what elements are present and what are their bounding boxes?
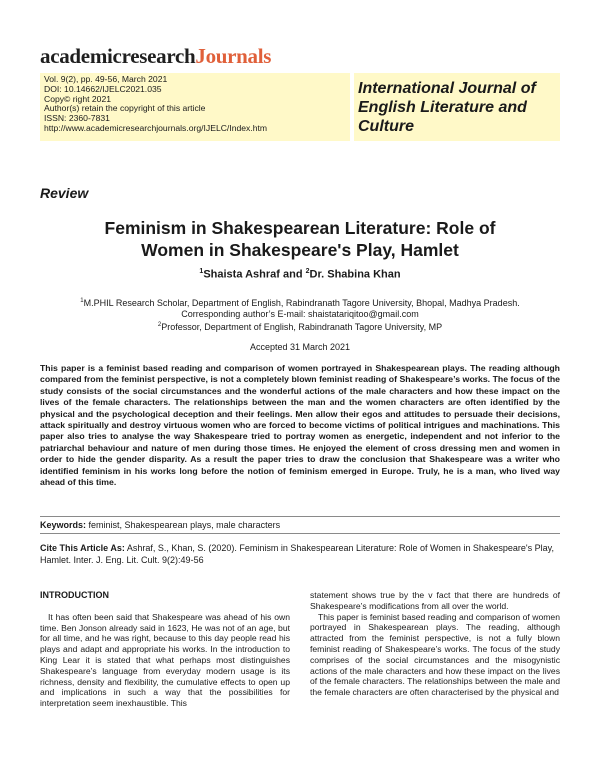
abstract: This paper is a feminist based reading and comparison of women portrayed in Shakespearean plays. The reading although compared from the feminist perspective, is not a completely blown feminist reading of Shakespeare’s works. The focus of the study consists of the social circumstances and the wonderful actions of the male characters and how these impact on the lives of the female characters. The relationships between the man and the women characters are often identified by the physical and the psychological deception and their feelings. Men allow their egos and attitudes to persuade their decisions, attack spiritually and destroy virtuous women who are forced to become victims of political intrigues and machinations. This paper also tries to analyse the way Shakespeare tried to portray women as energetic, independent and not inferior to the patriarchal behaviour and nature of men during those times. He enjoyed the element of cross dressing men and women in order to hide the gender disparity. As a result the paper tries to draw the conclusion that Shakespeare was a writer who identified feminism in his works long before the notion of feminism emerged in Europe. Truly, he is a man, who lived way ahead of this time. bbox=[40, 363, 560, 488]
corresponding-email: Corresponding author’s E-mail: shaistatariqitoo@gmail.com bbox=[181, 309, 419, 319]
title-line-1: Feminism in Shakespearean Literature: Role of bbox=[104, 218, 496, 238]
body-paragraph: This paper is feminist based reading and comparison of women portrayed in Shakespearean plays. The reading, although attracted from the feminist perspective, is not a fully blown feminist reading of Shakespeare’s works. The focus of the study comprises of the social circumstances and the misogynistic actions of the male characters and how these impact on the lives of the female characters. The relationships between the male and the female characters are often characterised by the physical and bbox=[310, 611, 560, 698]
journal-name-box bbox=[354, 73, 560, 141]
body-paragraph: It has often been said that Shakespeare was ahead of his own time. Ben Jonson already said in 1623, He was not of an age, but for all time, and he was right, because to this day people read his plays and adapt and appropriate his works. In the introduction to King Lear it is stated that what perhaps most distinguishes Shakespeare’s language from everyday modern usage is its richness, density and flexibility, the cumulative effects to open up and implications in such a way that the possibilities for interpretation seem inexhaustible. This bbox=[40, 611, 290, 709]
meta-volume: Vol. 9(2), pp. 49-56, March 2021 bbox=[44, 74, 168, 84]
affiliation-2 bbox=[40, 320, 560, 333]
section-heading: INTRODUCTION bbox=[40, 590, 109, 600]
author1-sup: 1 bbox=[199, 268, 204, 275]
author1: Shaista Ashraf and bbox=[203, 268, 306, 281]
publisher-logo bbox=[40, 44, 271, 69]
body-column-left bbox=[40, 590, 290, 709]
meta-rights: Author(s) retain the copyright of this article bbox=[44, 103, 206, 114]
aff1-text: M.PHIL Research Scholar, Department of English, Rabindranath Tagore University, Bhopal, Madhya Pradesh. bbox=[83, 298, 520, 308]
author2: Dr. Shabina Khan bbox=[309, 268, 401, 281]
keywords-label: Keywords: bbox=[40, 520, 87, 530]
meta-issn: ISSN: 2360-7831 bbox=[44, 113, 110, 124]
body-column-right bbox=[310, 590, 560, 698]
aff2-sup: 2 bbox=[157, 322, 162, 328]
paper-title bbox=[40, 217, 560, 261]
keywords-text: feminist, Shakespearean plays, male characters bbox=[86, 520, 281, 530]
article-meta-box bbox=[40, 73, 350, 141]
cite-text: Ashraf, S., Khan, S. (2020). Feminism in Shakespearean Literature: Role of Women in Shakespeare's Play, Hamlet. Inter. J. Eng. Lit. Cult. 9(2):49-56 bbox=[40, 543, 554, 565]
accepted-date: Accepted 31 March 2021 bbox=[249, 342, 351, 352]
author2-sup: 2 bbox=[305, 268, 310, 275]
title-line-2: Women in Shakespeare's Play, Hamlet bbox=[141, 240, 459, 260]
logo-part1: academicresearch bbox=[40, 44, 196, 68]
cite-label: Cite This Article As: bbox=[40, 543, 125, 553]
journal-line-2: English Literature and bbox=[358, 99, 527, 116]
aff1-sup: 1 bbox=[80, 298, 84, 304]
meta-url[interactable]: http://www.academicresearchjournals.org/IJELC/Index.htm bbox=[44, 122, 268, 133]
journal-line-1: International Journal of bbox=[358, 80, 536, 97]
authors bbox=[40, 268, 560, 281]
logo-part2: Journals bbox=[195, 44, 272, 68]
body-paragraph: statement shows true by the v fact that there are hundreds of Shakespeare’s modifications from all over the world. bbox=[310, 590, 560, 611]
affiliation-1 bbox=[40, 296, 560, 309]
citation bbox=[40, 542, 560, 566]
article-type: Review bbox=[40, 185, 89, 201]
keywords bbox=[40, 516, 560, 534]
journal-line-3: Culture bbox=[358, 118, 414, 135]
meta-doi: DOI: 10.14662/IJELC2021.035 bbox=[44, 83, 162, 94]
affiliations bbox=[40, 296, 560, 333]
aff2-text: Professor, Department of English, Rabindranath Tagore University, MP bbox=[161, 322, 443, 332]
meta-copyright: Copy© right 2021 bbox=[44, 93, 112, 104]
